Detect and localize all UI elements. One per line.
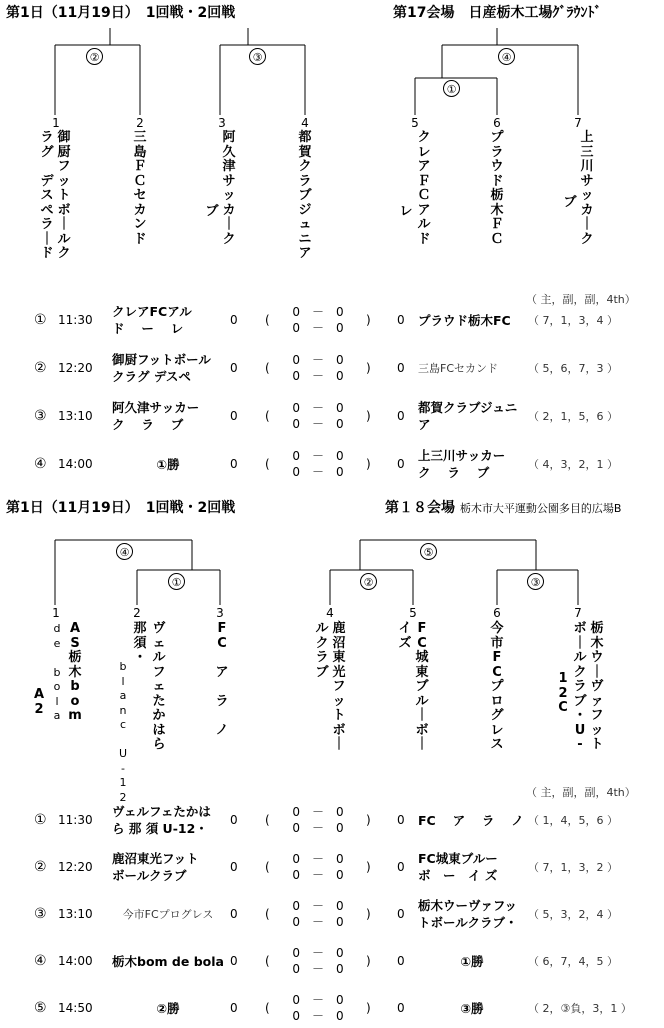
team-name-vertical: 栃 木 ウ ｜ ヴ ァ フ ッ ト (590, 621, 604, 752)
match-row (0, 444, 664, 484)
away-team-line1: 都賀クラブジュニ (418, 400, 518, 415)
team-number: 7 (574, 606, 582, 620)
team-name-vertical: A S 栃 木 b o m (68, 621, 82, 723)
court-number: ④ (34, 456, 47, 472)
half-scores (282, 945, 354, 977)
half-scores (282, 400, 354, 432)
open-paren: ( (265, 860, 270, 874)
away-score: 0 (397, 1001, 405, 1015)
kickoff-time: 14:00 (58, 457, 93, 471)
referee-assignment: （ 4，3，2，1 ） (528, 458, 618, 471)
court-number: ② (34, 859, 47, 875)
home-score: 0 (230, 457, 238, 471)
home-score: 0 (230, 907, 238, 921)
venue-name: 第１８会場 (385, 500, 455, 516)
kickoff-time: 13:10 (58, 409, 93, 423)
team-name-vertical: ク レ ア Ｆ Ｃ ア ル ド (417, 130, 431, 247)
away-score: 0 (397, 313, 405, 327)
second-half-score: 0 － 0 (292, 465, 344, 479)
referee-assignment: （ 1，4，5，6 ） (528, 814, 618, 827)
second-half-score: 0 － 0 (292, 821, 344, 835)
venue-detail: 栃木市大平運動公園多目的広場B (459, 502, 622, 515)
home-team (112, 1000, 224, 1017)
section2-header-left: 第1日（11月19日） 1回戦・2回戦 (6, 500, 236, 516)
kickoff-time: 11:30 (58, 313, 93, 327)
team-name-vertical: b l a n c U - 1 2 (118, 660, 128, 804)
away-team-line2: トボールクラブ・ (418, 915, 518, 930)
half-scores (282, 992, 354, 1024)
node-4: ④ (116, 543, 133, 560)
first-half-score: 0 － 0 (292, 449, 344, 463)
home-team-line1: 阿久津サッカー (112, 400, 200, 415)
match-row (0, 847, 664, 887)
away-team (418, 850, 526, 884)
court-number: ④ (34, 953, 47, 969)
half-scores (282, 304, 354, 336)
team-name-vertical: 鹿 沼 東 光 フ ッ ト ボ ｜ (332, 621, 346, 752)
away-team-line1: FC城東ブルー (418, 851, 498, 866)
half-scores (282, 804, 354, 836)
away-team-line2: ボ ー イ ズ (418, 868, 498, 883)
referee-assignment: （ 7，1，3，4 ） (528, 314, 618, 327)
match-row (0, 800, 664, 840)
open-paren: ( (265, 1001, 270, 1015)
away-team (418, 953, 526, 970)
team-name-vertical: 上 三 川 サ ッ カ ｜ ク (580, 130, 594, 247)
first-half-score: 0 － 0 (292, 899, 344, 913)
away-team-line2: ア (418, 417, 431, 432)
away-team-line1: プラウド栃木FC (418, 313, 511, 328)
team-name-vertical: レ (399, 204, 413, 219)
first-half-score: 0 － 0 (292, 805, 344, 819)
first-half-score: 0 － 0 (292, 946, 344, 960)
close-paren: ) (366, 313, 371, 327)
match-row (0, 348, 664, 388)
team-number: 1 (52, 116, 60, 130)
away-team-line1: FC ア ラ ノ (418, 813, 524, 828)
home-team-line1: ②勝 (156, 1001, 180, 1016)
kickoff-time: 14:50 (58, 1001, 93, 1015)
second-half-score: 0 － 0 (292, 915, 344, 929)
referee-assignment: （ 6，7，4，5 ） (528, 955, 618, 968)
away-score: 0 (397, 813, 405, 827)
kickoff-time: 12:20 (58, 361, 93, 375)
team-name-vertical: ブ (563, 195, 577, 210)
first-half-score: 0 － 0 (292, 305, 344, 319)
team-name-vertical: 阿 久 津 サ ッ カ ｜ ク (222, 130, 236, 247)
open-paren: ( (265, 457, 270, 471)
open-paren: ( (265, 409, 270, 423)
kickoff-time: 12:20 (58, 860, 93, 874)
referee-legend: （ 主，副，副，4th） (526, 293, 636, 306)
second-half-score: 0 － 0 (292, 321, 344, 335)
away-team (418, 399, 526, 433)
away-team (418, 360, 526, 377)
half-scores (282, 898, 354, 930)
referee-legend: （ 主，副，副，4th） (526, 786, 636, 799)
close-paren: ) (366, 1001, 371, 1015)
referee-assignment: （ 5，6，7，3 ） (528, 362, 618, 375)
close-paren: ) (366, 409, 371, 423)
away-score: 0 (397, 860, 405, 874)
home-team (112, 803, 224, 837)
second-half-score: 0 － 0 (292, 962, 344, 976)
away-team (418, 1000, 526, 1017)
team-name-vertical: ル ク ラ ブ (315, 621, 329, 680)
home-team-line1: 御厨フットボール (112, 352, 211, 367)
first-half-score: 0 － 0 (292, 401, 344, 415)
home-score: 0 (230, 409, 238, 423)
away-score: 0 (397, 409, 405, 423)
match-row (0, 396, 664, 436)
court-number: ② (34, 360, 47, 376)
team-number: 4 (326, 606, 334, 620)
home-team (112, 906, 224, 923)
match-row (0, 894, 664, 934)
match-row (0, 988, 664, 1028)
node-1: ① (168, 573, 185, 590)
referee-assignment: （ 2，1，5，6 ） (528, 410, 618, 423)
close-paren: ) (366, 361, 371, 375)
team-name-vertical: 三 島 Ｆ Ｃ セ カ ン ド (133, 130, 147, 247)
court-number: ③ (34, 408, 47, 424)
half-scores (282, 448, 354, 480)
away-team-line1: 上三川サッカー (418, 448, 506, 463)
court-number: ⑤ (34, 1000, 47, 1016)
home-team (112, 351, 224, 385)
team-number: 3 (216, 606, 224, 620)
team-name-vertical: 都 賀 ク ラ ブ ジ ュ ニ ア (298, 130, 312, 261)
home-score: 0 (230, 1001, 238, 1015)
court-number: ③ (34, 906, 47, 922)
first-half-score: 0 － 0 (292, 353, 344, 367)
second-half-score: 0 － 0 (292, 1009, 344, 1023)
team-name-vertical: 御 厨 フ ッ ト ボ ｜ ル ク (57, 130, 71, 261)
home-team (112, 399, 224, 433)
half-scores (282, 352, 354, 384)
first-half-score: 0 － 0 (292, 852, 344, 866)
team-name-vertical: ヴ ェ ル フ ェ た か は ら (152, 621, 166, 752)
home-team (112, 456, 224, 473)
team-number: 1 (52, 606, 60, 620)
second-half-score: 0 － 0 (292, 417, 344, 431)
node-4: ④ (498, 48, 515, 65)
team-name-vertical: 1 2 C (558, 671, 568, 715)
home-score: 0 (230, 813, 238, 827)
team-number: 4 (301, 116, 309, 130)
team-number: 6 (493, 116, 501, 130)
away-team-line1: 三島FCセカンド (418, 362, 499, 375)
section1-header-left: 第1日（11月19日） 1回戦・2回戦 (6, 5, 236, 21)
half-scores (282, 851, 354, 883)
home-score: 0 (230, 954, 238, 968)
home-team (112, 850, 224, 884)
home-team-line2: ボールクラブ (112, 868, 187, 883)
match-row (0, 941, 664, 981)
referee-assignment: （ 2，③負，3，1 ） (528, 1002, 632, 1015)
away-team-line1: 栃木ウーヴァフッ (418, 898, 518, 913)
team-name-vertical: ラ グ デ ス ペ ラ ｜ ド (40, 130, 54, 261)
second-half-score: 0 － 0 (292, 868, 344, 882)
kickoff-time: 11:30 (58, 813, 93, 827)
team-name-vertical: ブ (205, 204, 219, 219)
away-team-line2: ク ラ ブ (418, 465, 490, 480)
second-half-score: 0 － 0 (292, 369, 344, 383)
open-paren: ( (265, 907, 270, 921)
team-name-vertical: イ ズ (398, 621, 412, 651)
home-team-line2: クラグ デスペ (112, 369, 191, 384)
close-paren: ) (366, 813, 371, 827)
home-score: 0 (230, 860, 238, 874)
away-team (418, 312, 526, 329)
team-number: 5 (411, 116, 419, 130)
team-number: 3 (218, 116, 226, 130)
team-number: 2 (133, 606, 141, 620)
home-team-line1: ①勝 (156, 457, 180, 472)
court-number: ① (34, 312, 47, 328)
home-team-line2: ド ー レ (112, 321, 184, 336)
home-team (112, 953, 224, 970)
home-team-line2: ク ラ ブ (112, 417, 184, 432)
open-paren: ( (265, 361, 270, 375)
node-3: ③ (527, 573, 544, 590)
node-2: ② (360, 573, 377, 590)
away-team-line1: ①勝 (460, 954, 484, 969)
team-name-vertical: ボ ｜ ル ク ラ ブ ・ U - (573, 621, 587, 752)
team-name-vertical: 今 市 F C プ ロ グ レ ス (490, 621, 504, 752)
team-name-vertical: d e b o l a (53, 622, 61, 722)
team-number: 6 (493, 606, 501, 620)
team-number: 5 (409, 606, 417, 620)
node-5: ⑤ (420, 543, 437, 560)
court-number: ① (34, 812, 47, 828)
away-score: 0 (397, 361, 405, 375)
section2-header-right (385, 497, 621, 517)
home-team-line1: 今市FCプログレス (122, 908, 214, 921)
kickoff-time: 13:10 (58, 907, 93, 921)
home-team-line1: 鹿沼東光フット (112, 851, 199, 866)
node-2: ② (86, 48, 103, 65)
team-number: 7 (574, 116, 582, 130)
away-score: 0 (397, 907, 405, 921)
close-paren: ) (366, 954, 371, 968)
team-name-vertical: F C 城 東 ブ ル ｜ ボ ｜ (415, 621, 429, 752)
close-paren: ) (366, 860, 371, 874)
away-team (418, 812, 526, 829)
match-row (0, 300, 664, 340)
close-paren: ) (366, 907, 371, 921)
open-paren: ( (265, 313, 270, 327)
home-score: 0 (230, 361, 238, 375)
home-team-line1: 栃木bom de bola (112, 954, 224, 969)
open-paren: ( (265, 813, 270, 827)
home-team-line2: ら 那 須 U-12・ (112, 821, 208, 836)
away-team (418, 897, 526, 931)
away-team (418, 447, 526, 481)
team-number: 2 (136, 116, 144, 130)
referee-assignment: （ 5，3，2，4 ） (528, 908, 618, 921)
away-team-line1: ③勝 (460, 1001, 484, 1016)
node-1: ① (443, 80, 460, 97)
home-score: 0 (230, 313, 238, 327)
open-paren: ( (265, 954, 270, 968)
home-team (112, 303, 224, 337)
home-team-line1: ヴェルフェたかは (112, 804, 211, 819)
team-name-vertical: F C ア ラ ノ (215, 621, 229, 738)
kickoff-time: 14:00 (58, 954, 93, 968)
close-paren: ) (366, 457, 371, 471)
first-half-score: 0 － 0 (292, 993, 344, 1007)
referee-assignment: （ 7，1，3，2 ） (528, 861, 618, 874)
away-score: 0 (397, 954, 405, 968)
section1-header-right: 第17会場 日産栃木工場ｸﾞﾗｳﾝﾄﾞ (393, 5, 602, 21)
team-name-vertical: 那 須 ・ (133, 621, 147, 665)
node-3: ③ (249, 48, 266, 65)
away-score: 0 (397, 457, 405, 471)
team-name-vertical: A 2 (33, 687, 45, 717)
home-team-line1: クレアFCアル (112, 304, 192, 319)
team-name-vertical: プ ラ ウ ド 栃 木 Ｆ Ｃ (490, 130, 504, 247)
